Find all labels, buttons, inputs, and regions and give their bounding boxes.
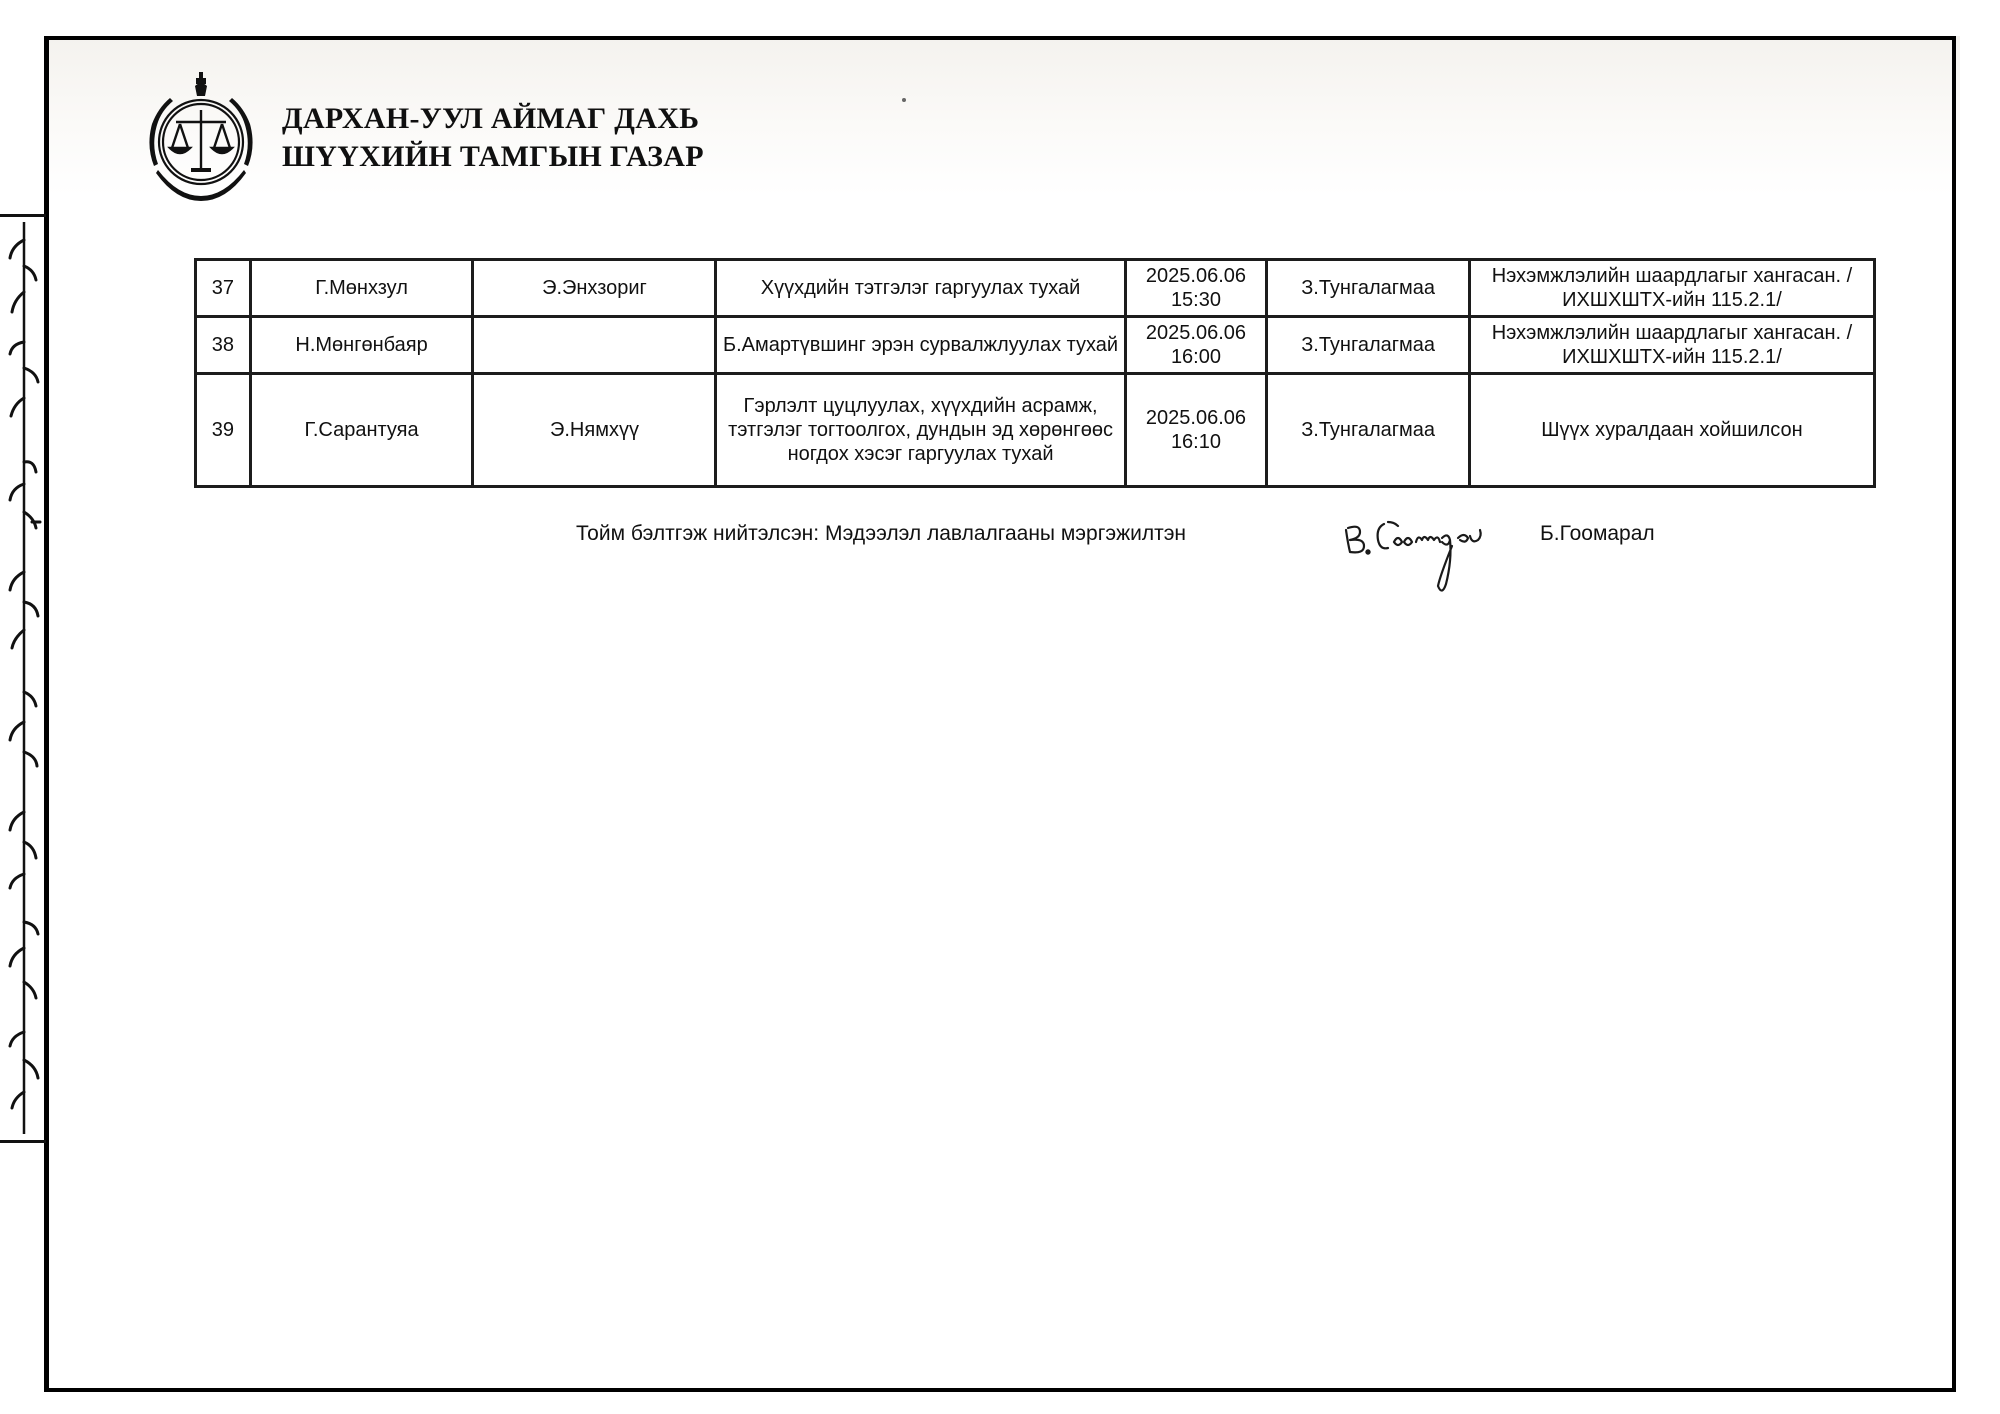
case-status: Нэхэмжлэлийн шаардлагыг хангасан. /ИХШХШТХ-ийн 115.2.1/	[1469, 260, 1874, 317]
hearing-time: 15:30	[1170, 289, 1221, 311]
scan-speck	[902, 98, 906, 102]
case-subject: Хүүхдийн тэтгэлэг гаргуулах тухай	[716, 260, 1125, 317]
table-row	[196, 317, 1875, 374]
case-schedule-table	[194, 258, 1876, 488]
case-status: Шүүх хуралдаан хойшилсон	[1469, 374, 1874, 487]
defendant-name: Э.Нямхүү	[473, 374, 716, 487]
case-number: 38	[196, 317, 251, 374]
judge-name: З.Тунгалагмаа	[1267, 374, 1470, 487]
judge-name: З.Тунгалагмаа	[1267, 317, 1470, 374]
table-row	[196, 374, 1875, 487]
organization-title	[282, 100, 704, 176]
page-border	[44, 36, 1956, 1392]
prepared-by-text: Тойм бэлтгэж нийтэлсэн: Мэдээлэл лавлалгааны мэргэжилтэн	[576, 522, 1187, 545]
case-subject: Гэрлэлт цуцлуулах, хүүхдийн асрамж, тэтгэлэг тогтоолгох, дундын эд хөрөнгөөс ногдох хэсэг гаргуулах тухай	[716, 374, 1125, 487]
hearing-date: 2025.06.06	[1145, 322, 1247, 344]
hearing-datetime	[1125, 317, 1267, 374]
plaintiff-name: Н.Мөнгөнбаяр	[250, 317, 473, 374]
case-number: 39	[196, 374, 251, 487]
side-strip-top-rule	[0, 214, 46, 217]
court-scales-emblem-icon	[136, 70, 266, 206]
hearing-date: 2025.06.06	[1145, 407, 1247, 429]
organization-title-line1: ДАРХАН-УУЛ АЙМАГ ДАХЬ	[282, 102, 700, 135]
mongolian-script-vertical-text-icon	[2, 222, 42, 1134]
hearing-date: 2025.06.06	[1145, 265, 1247, 287]
organization-title-line2: ШҮҮХИЙН ТАМГЫН ГАЗАР	[282, 140, 704, 173]
defendant-name	[473, 317, 716, 374]
hearing-datetime	[1125, 260, 1267, 317]
judge-name: З.Тунгалагмаа	[1267, 260, 1470, 317]
case-status: Нэхэмжлэлийн шаардлагыг хангасан. /ИХШХШТХ-ийн 115.2.1/	[1469, 317, 1874, 374]
hearing-time: 16:10	[1170, 431, 1221, 453]
handwritten-signature	[1338, 508, 1516, 598]
plaintiff-name: Г.Сарантуяа	[250, 374, 473, 487]
hearing-datetime	[1125, 374, 1267, 487]
plaintiff-name: Г.Мөнхзул	[250, 260, 473, 317]
defendant-name: Э.Энхзориг	[473, 260, 716, 317]
side-strip-bottom-rule	[0, 1140, 46, 1143]
signer-name: Б.Гоомарал	[1540, 522, 1655, 545]
case-number: 37	[196, 260, 251, 317]
table-row	[196, 260, 1875, 317]
hearing-time: 16:00	[1170, 346, 1221, 368]
case-subject: Б.Амартүвшинг эрэн сурвалжлуулах тухай	[716, 317, 1125, 374]
